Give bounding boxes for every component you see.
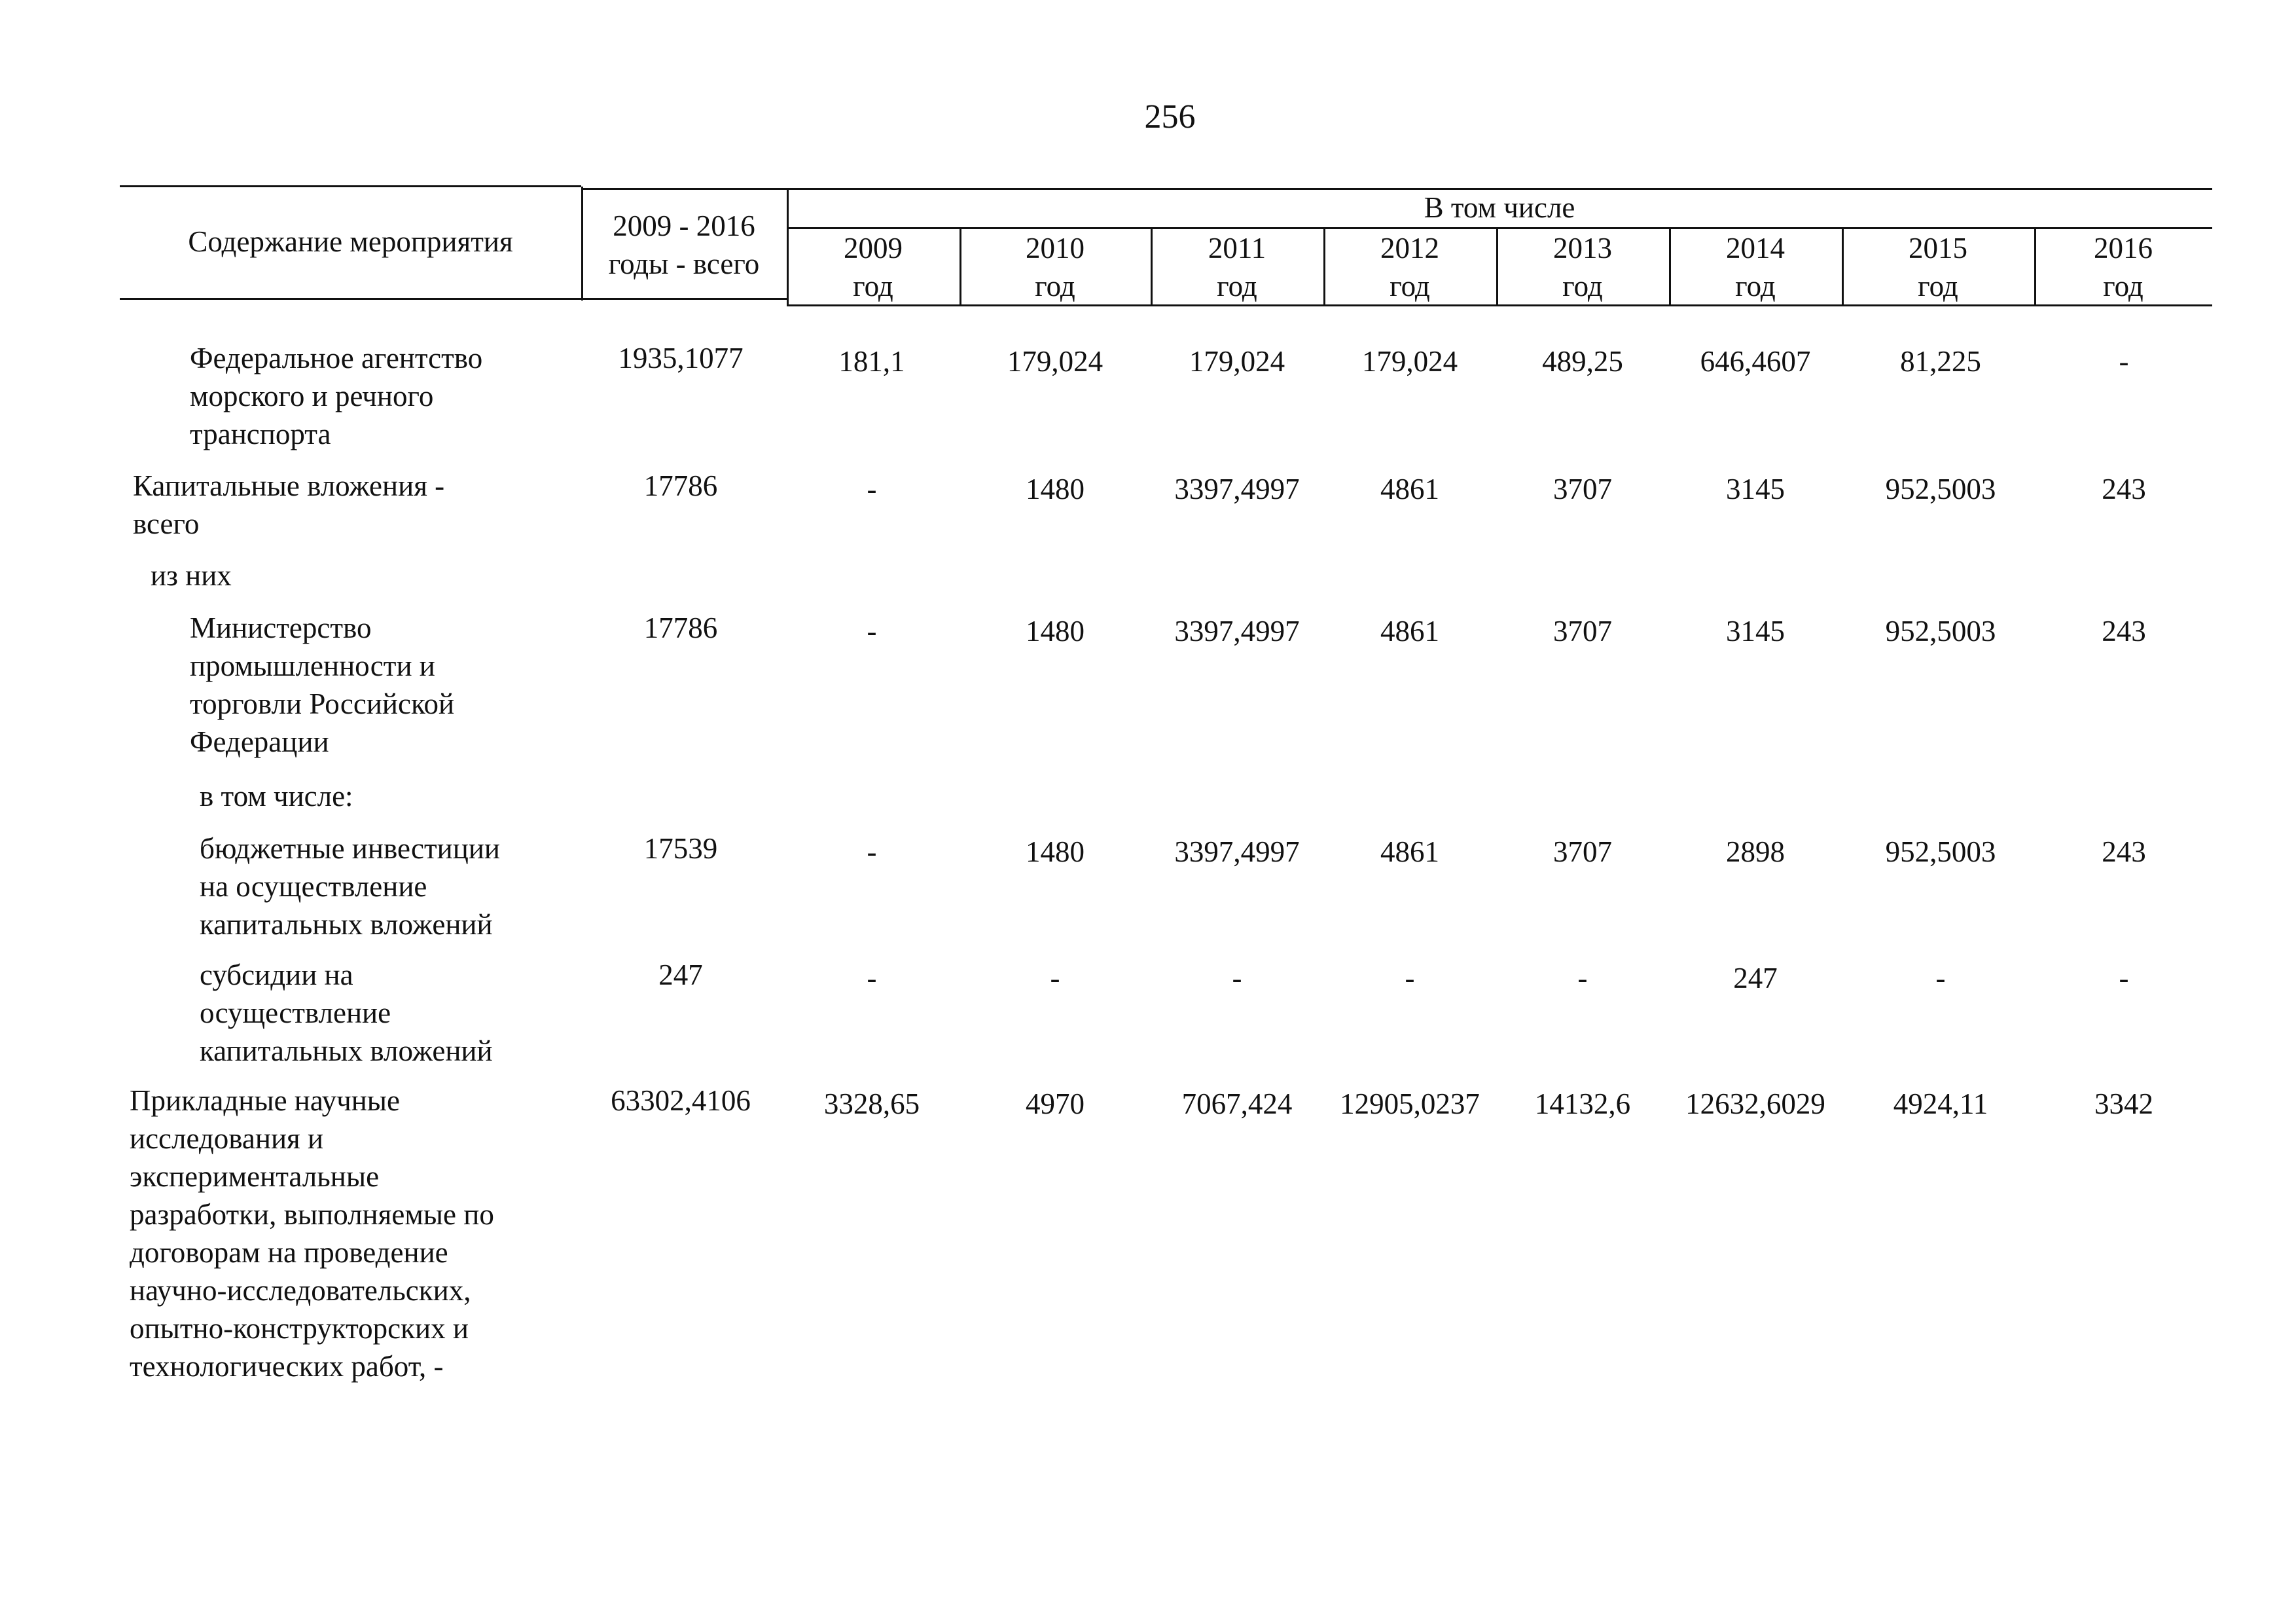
row-description: капитальных вложений [200, 908, 493, 941]
year-value: 179,024 [1361, 345, 1458, 378]
year-value: - [1935, 962, 1946, 994]
year-value: 81,225 [1900, 345, 1981, 378]
row-description: морского и речного [190, 380, 434, 412]
row-description: Федеральное агентство [190, 342, 483, 374]
total-value: 247 [658, 958, 703, 991]
year-value: 3707 [1553, 473, 1612, 505]
row-description: осуществление [200, 996, 391, 1029]
row-description: в том числе: [200, 780, 353, 812]
year-column-header: 2011 [1208, 232, 1266, 264]
year-value: 489,25 [1542, 345, 1623, 378]
row-description: Федерации [190, 725, 329, 758]
year-value: 243 [2102, 615, 2146, 647]
year-value: 179,024 [1007, 345, 1103, 378]
row-description: опытно-конструкторских и [130, 1312, 469, 1345]
row-description: транспорта [190, 418, 331, 450]
year-column-header: год [1735, 270, 1776, 302]
row-description: договорам на проведение [130, 1236, 448, 1269]
row-description: субсидии на [200, 958, 353, 991]
year-column-header: 2013 [1553, 232, 1612, 264]
year-value: 179,024 [1189, 345, 1285, 378]
year-value: 7067,424 [1181, 1087, 1293, 1120]
year-value: 3342 [2094, 1087, 2153, 1120]
year-value: - [867, 962, 877, 994]
year-value: - [1405, 962, 1415, 994]
year-value: 3328,65 [823, 1087, 920, 1120]
year-value: 3145 [1726, 615, 1785, 647]
year-column-header: 2014 [1726, 232, 1785, 264]
year-column-header: 2016 [2094, 232, 2153, 264]
row-description: Прикладные научные [130, 1084, 400, 1117]
year-value: 4861 [1380, 473, 1439, 505]
year-value: 181,1 [838, 345, 905, 378]
year-value: 3145 [1726, 473, 1785, 505]
total-column-header: годы - всего [608, 247, 760, 280]
header-top-rule [120, 185, 581, 187]
year-column-header: год [1918, 270, 1958, 302]
year-value: 1480 [1026, 473, 1085, 505]
year-column-header: год [1035, 270, 1075, 302]
year-column-header: 2010 [1026, 232, 1085, 264]
year-column-header: 2012 [1380, 232, 1439, 264]
year-value: 12905,0237 [1340, 1087, 1480, 1120]
description-column-header: Содержание мероприятия [188, 225, 513, 258]
row-description: всего [133, 507, 200, 540]
year-value: 952,5003 [1885, 835, 1996, 868]
year-value: 646,4607 [1700, 345, 1811, 378]
year-value: 243 [2102, 473, 2146, 505]
year-value: 952,5003 [1885, 615, 1996, 647]
year-column-header: год [1390, 270, 1430, 302]
group-header: В том числе [1424, 191, 1575, 224]
row-description: торговли Российской [190, 687, 455, 720]
year-value: 3397,4997 [1174, 835, 1300, 868]
year-value: 4970 [1026, 1087, 1085, 1120]
year-value: 247 [1733, 962, 1778, 994]
year-value: - [867, 473, 877, 505]
year-value: 4861 [1380, 835, 1439, 868]
year-value: 952,5003 [1885, 473, 1996, 505]
row-description: бюджетные инвестиции [200, 832, 501, 865]
year-value: 3397,4997 [1174, 473, 1300, 505]
row-description: научно-исследовательских, [130, 1274, 471, 1307]
year-value: 243 [2102, 835, 2146, 868]
year-value: 2898 [1726, 835, 1785, 868]
page-number: 256 [1144, 98, 1196, 136]
total-value: 1935,1077 [618, 342, 744, 374]
year-value: 3397,4997 [1174, 615, 1300, 647]
row-description: промышленности и [190, 649, 435, 682]
row-description: исследования и [130, 1122, 324, 1155]
year-column-header: 2009 [844, 232, 903, 264]
row-description: из них [151, 559, 232, 592]
row-description: Капитальные вложения - [133, 469, 445, 502]
year-value: 4924,11 [1893, 1087, 1988, 1120]
row-description: на осуществление [200, 870, 427, 903]
year-value: - [2119, 345, 2129, 378]
row-description: разработки, выполняемые по [130, 1198, 494, 1231]
year-value: 12632,6029 [1685, 1087, 1825, 1120]
year-value: - [1050, 962, 1060, 994]
year-column-header: 2015 [1909, 232, 1967, 264]
total-column-header: 2009 - 2016 [613, 210, 755, 242]
year-value: 1480 [1026, 615, 1085, 647]
year-value: 3707 [1553, 615, 1612, 647]
total-value: 63302,4106 [611, 1084, 751, 1117]
year-value: - [1232, 962, 1242, 994]
year-column-header: год [1562, 270, 1603, 302]
total-value: 17786 [643, 611, 718, 644]
row-description: технологических работ, - [130, 1350, 444, 1383]
total-value: 17786 [643, 469, 718, 502]
header-bottom-rule [120, 298, 787, 300]
row-description: капитальных вложений [200, 1034, 493, 1067]
year-value: 4861 [1380, 615, 1439, 647]
year-value: - [2119, 962, 2129, 994]
year-value: - [1577, 962, 1588, 994]
year-value: - [867, 615, 877, 647]
row-description: Министерство [190, 611, 372, 644]
year-column-header: год [853, 270, 893, 302]
year-value: - [867, 835, 877, 868]
year-column-header: год [2103, 270, 2144, 302]
year-value: 14132,6 [1534, 1087, 1631, 1120]
row-description: экспериментальные [130, 1160, 380, 1193]
year-value: 3707 [1553, 835, 1612, 868]
total-value: 17539 [643, 832, 718, 865]
year-column-header: год [1217, 270, 1257, 302]
year-value: 1480 [1026, 835, 1085, 868]
